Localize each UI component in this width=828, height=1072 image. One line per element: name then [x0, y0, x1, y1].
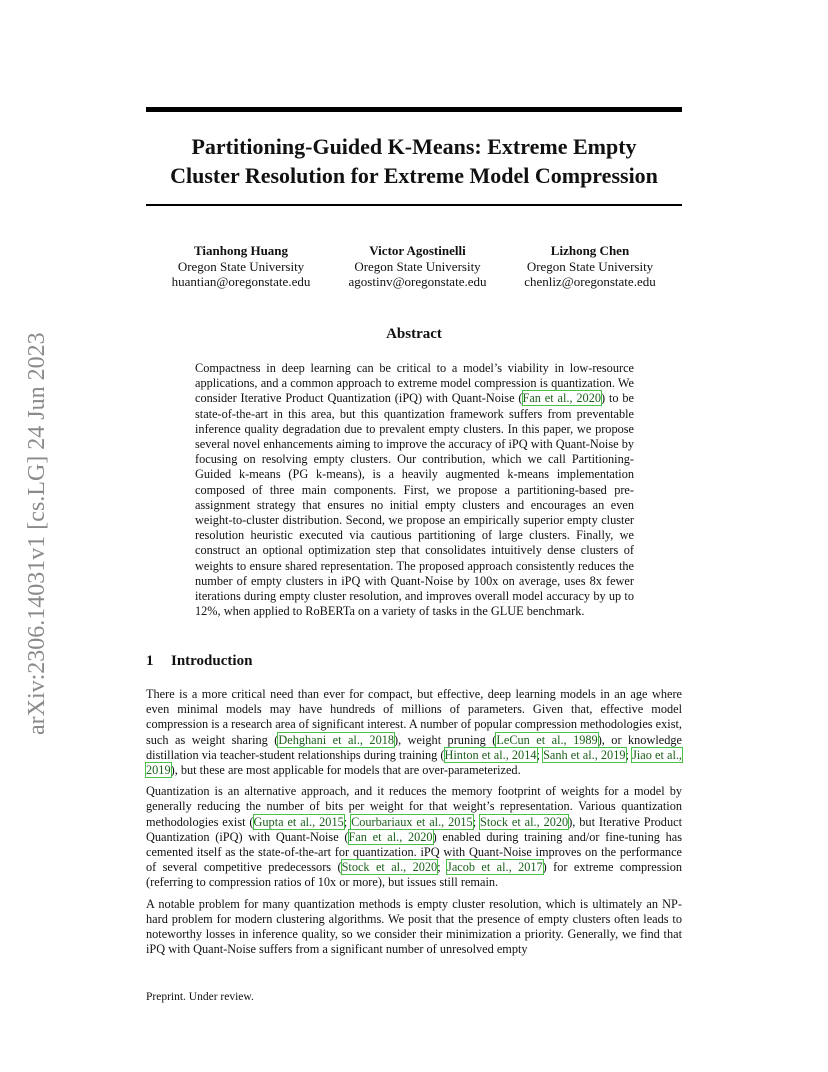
citation-link[interactable]: Sanh et al., 2019: [543, 747, 626, 762]
section-heading-introduction: [146, 653, 252, 670]
author-affiliation: Oregon State University: [354, 258, 481, 274]
footer-note: Preprint. Under review.: [146, 991, 254, 1003]
title-line-1: Partitioning-Guided K-Means: Extreme Empty: [191, 134, 637, 159]
title-rule-top: [146, 107, 682, 112]
paper-title: [146, 132, 682, 190]
author-email: agostinv@oregonstate.edu: [348, 274, 487, 289]
citation-link[interactable]: Jiao et al., 2019: [146, 747, 683, 778]
author-email: chenliz@oregonstate.edu: [524, 274, 656, 289]
citation-link[interactable]: Dehghani et al., 2018: [278, 732, 395, 747]
section-title: Introduction: [171, 653, 253, 669]
paragraph-2: Quantization is an alternative approach, and it reduces the memory footprint of weights for a model by generally reducing the number of bits per weight for that weight’s representation. Various quantization methodologies exist (Gupta et al., 2015; Courbariaux et al., 2015; Stock et al., 2020), but Iterative Product Quantization (iPQ) with Quant-Noise (Fan et al., 2020) enabled during training and/or fine-tuning has cemented itself as the state-of-the-art for quantization. iPQ with Quant-Noise improves on the performance of several competitive predecessors (Stock et al., 2020; Jacob et al., 2017) for extreme compression (referring to compression ratios of 10x or more), but issues still remain.: [146, 784, 683, 890]
citation-link[interactable]: Stock et al., 2020: [480, 814, 569, 829]
title-line-2: Cluster Resolution for Extreme Model Compression: [170, 163, 658, 188]
abstract-text: Compactness in deep learning can be critical to a model’s viability in low-resource applications, and a common approach to extreme model compression is quantization. We consider Iterative Product Quantization (iPQ) with Quant-Noise (Fan et al., 2020) to be state-of-the-art in this area, but this quantization framework suffers from preventable inference quality degradation due to prevalent empty clusters. In this paper, we propose several novel enhancements aiming to improve the accuracy of iPQ with Quant-Noise by focusing on resolving empty clusters. Our contribution, which we call Partitioning-Guided k-means (PG k-means), is a heavily augmented k-means implementation composed of three main components. First, we propose a partitioning-based pre-assignment strategy that ensures no initial empty clusters and encourages an even weight-to-cluster distribution. Second, we propose an empirically superior empty cluster resolution heuristic executed via cautious partitioning of large clusters. Finally, we construct an optional optimization step that consolidates intuitively dense clusters of weights to ensure shared representation. The proposed approach consistently reduces the number of empty clusters in iPQ with Quant-Noise by 100x on average, uses 8x fewer iterations during empty cluster resolution, and improves overall model accuracy by up to 12%, when applied to RoBERTa on a variety of tasks in the GLUE benchmark.: [195, 361, 634, 619]
author-name: Victor Agostinelli: [369, 243, 466, 258]
author-1: [171, 243, 311, 290]
citation-link[interactable]: Hinton et al., 2014: [444, 747, 537, 762]
citation-link[interactable]: Courbariaux et al., 2015: [351, 814, 473, 829]
author-affiliation: Oregon State University: [177, 258, 305, 274]
author-2: [345, 243, 490, 290]
author-email: huantian@oregonstate.edu: [171, 274, 311, 289]
introduction-body: [146, 687, 682, 963]
citation-link[interactable]: Fan et al., 2020: [522, 391, 602, 406]
author-affiliation: Oregon State University: [526, 258, 654, 274]
citation-link[interactable]: Stock et al., 2020: [341, 860, 438, 875]
citation-link[interactable]: LeCun et al., 1989: [496, 732, 598, 747]
abstract-heading: Abstract: [386, 326, 442, 342]
paragraph-1: There is a more critical need than ever for compact, but effective, deep learning models in an age where even minimal models may have hundreds of millions of parameters. Given that, effective model compression is a research area of significant interest. A number of popular compression methodologies exist, such as weight sharing (Dehghani et al., 2018), weight pruning (LeCun et al., 1989), or knowledge distillation via teacher-student relationships during training (Hinton et al., 2014; Sanh et al., 2019; Jiao et al., 2019), but these are most applicable for models that are over-parameterized.: [146, 687, 683, 778]
author-name: Tianhong Huang: [193, 243, 289, 258]
arxiv-identifier: arXiv:2306.14031v1 [cs.LG] 24 Jun 2023: [24, 332, 50, 735]
paragraph-3: A notable problem for many quantization methods is empty cluster resolution, which is ultimately an NP-hard problem for modern clustering algorithms. We posit that the presence of empty clusters often leads to noteworthy losses in inference quality, so we consider their minimization a priority. Generally, we find that iPQ with Quant-Noise suffers from a significant number of unresolved empty: [146, 896, 682, 957]
author-name: Lizhong Chen: [550, 243, 630, 258]
author-3: [520, 243, 660, 290]
citation-link[interactable]: Fan et al., 2020: [348, 829, 433, 844]
citation-link[interactable]: Gupta et al., 2015: [253, 814, 344, 829]
title-rule-bottom: [146, 204, 682, 206]
citation-link[interactable]: Jacob et al., 2017: [447, 860, 543, 875]
section-number: 1: [146, 653, 154, 669]
